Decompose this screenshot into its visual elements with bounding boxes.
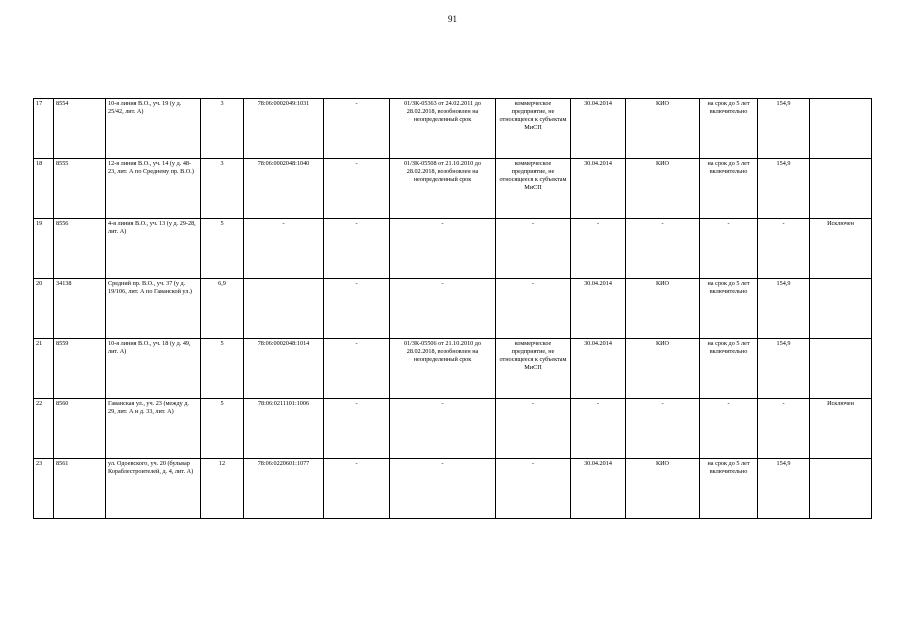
cell-term: на срок до 5 лет включительно [700, 99, 758, 159]
cell-organization: КИО [626, 99, 700, 159]
cell-code: 154,9 [758, 339, 810, 399]
table-row [34, 339, 872, 399]
cell-contract-info: - [390, 399, 496, 459]
cell-area: 5 [201, 219, 244, 279]
cell-row-number: 22 [34, 399, 54, 459]
cell-area: 3 [201, 99, 244, 159]
cell-date: 30.04.2014 [571, 459, 626, 519]
cell-term: на срок до 5 лет включительно [700, 339, 758, 399]
cell-object-id: 8560 [54, 399, 106, 459]
cell-tenant-status: коммерческое предприятие, не относящееся к субъектам МиСП [496, 159, 571, 219]
cell-cadastral-number: - [244, 219, 324, 279]
cell-column-5: - [324, 159, 390, 219]
cell-date: 30.04.2014 [571, 279, 626, 339]
cell-date: - [571, 399, 626, 459]
cell-object-id: 8556 [54, 219, 106, 279]
cell-object-id: 8555 [54, 159, 106, 219]
cell-code: 154,9 [758, 99, 810, 159]
cell-note: Исключен [810, 399, 872, 459]
cell-row-number: 20 [34, 279, 54, 339]
cell-area: 6,9 [201, 279, 244, 339]
cell-tenant-status: - [496, 399, 571, 459]
registry-table [33, 98, 872, 519]
cell-row-number: 21 [34, 339, 54, 399]
cell-code: - [758, 219, 810, 279]
cell-contract-info: 01/ЗК-05363 от 24.02.2011 до 28.02.2018, возобновлен на неопределенный срок [390, 99, 496, 159]
table-row [34, 219, 872, 279]
cell-contract-info: - [390, 279, 496, 339]
cell-address: Гаванская ул., уч. 23 (между д. 29, лит. А и д. 33, лит. А) [106, 399, 201, 459]
cell-term: на срок до 5 лет включительно [700, 159, 758, 219]
cell-cadastral-number: 78:06:0002048:1014 [244, 339, 324, 399]
cell-term: - [700, 219, 758, 279]
cell-tenant-status: коммерческое предприятие, не относящееся к субъектам МиСП [496, 339, 571, 399]
cell-contract-info: 01/ЗК-05506 от 21.10.2010 до 28.02.2018, возобновлен на неопределенный срок [390, 339, 496, 399]
cell-address: ул. Одоевского, уч. 20 (бульвар Кораблестроителей, д. 4, лит. А) [106, 459, 201, 519]
cell-column-5: - [324, 279, 390, 339]
cell-date: - [571, 219, 626, 279]
cell-date: 30.04.2014 [571, 159, 626, 219]
cell-note [810, 339, 872, 399]
cell-area: 3 [201, 159, 244, 219]
cell-organization: КИО [626, 159, 700, 219]
cell-object-id: 8561 [54, 459, 106, 519]
cell-column-5: - [324, 459, 390, 519]
cell-address: 4-я линия В.О., уч. 13 (у д. 29-28, лит. А) [106, 219, 201, 279]
cell-cadastral-number: 78:06:0002048:1040 [244, 159, 324, 219]
cell-organization: КИО [626, 279, 700, 339]
cell-tenant-status: коммерческое предприятие, не относящееся к субъектам МиСП [496, 99, 571, 159]
cell-code: 154,9 [758, 459, 810, 519]
cell-address: Средний пр. В.О., уч. 37 (у д. 19/106, лит. А по Гаванской ул.) [106, 279, 201, 339]
cell-row-number: 19 [34, 219, 54, 279]
cell-column-5: - [324, 399, 390, 459]
cell-code: 154,9 [758, 279, 810, 339]
cell-column-5: - [324, 99, 390, 159]
cell-column-5: - [324, 339, 390, 399]
page-number: 91 [448, 14, 457, 24]
cell-contract-info: - [390, 459, 496, 519]
table-row [34, 399, 872, 459]
cell-note [810, 99, 872, 159]
cell-cadastral-number: 78:06:0211101:1006 [244, 399, 324, 459]
cell-tenant-status: - [496, 279, 571, 339]
cell-contract-info: 01/ЗК-05508 от 21.10.2010 до 28.02.2018, возобновлен на неопределенный срок [390, 159, 496, 219]
table-row [34, 159, 872, 219]
cell-code: - [758, 399, 810, 459]
cell-area: 5 [201, 399, 244, 459]
cell-area: 12 [201, 459, 244, 519]
cell-cadastral-number: 78:06:0220601:1077 [244, 459, 324, 519]
cell-note [810, 279, 872, 339]
cell-organization: - [626, 219, 700, 279]
cell-organization: КИО [626, 339, 700, 399]
cell-tenant-status: - [496, 219, 571, 279]
cell-object-id: 8554 [54, 99, 106, 159]
cell-cadastral-number [244, 279, 324, 339]
cell-address: 12-я линия В.О., уч. 14 (у д. 48-23, лит. А по Среднему пр. В.О.) [106, 159, 201, 219]
cell-organization: КИО [626, 459, 700, 519]
cell-term: на срок до 5 лет включительно [700, 459, 758, 519]
cell-row-number: 18 [34, 159, 54, 219]
cell-contract-info: - [390, 219, 496, 279]
cell-organization: - [626, 399, 700, 459]
cell-area: 5 [201, 339, 244, 399]
cell-tenant-status: - [496, 459, 571, 519]
cell-note [810, 459, 872, 519]
table-row [34, 99, 872, 159]
cell-term: на срок до 5 лет включительно [700, 279, 758, 339]
cell-row-number: 17 [34, 99, 54, 159]
table-row [34, 459, 872, 519]
cell-code: 154,9 [758, 159, 810, 219]
cell-note [810, 159, 872, 219]
cell-cadastral-number: 78:06:0002049:1031 [244, 99, 324, 159]
cell-column-5: - [324, 219, 390, 279]
cell-object-id: 34138 [54, 279, 106, 339]
cell-object-id: 8559 [54, 339, 106, 399]
cell-address: 10-я линия В.О., уч. 18 (у д. 49, лит. А) [106, 339, 201, 399]
cell-date: 30.04.2014 [571, 339, 626, 399]
cell-term: - [700, 399, 758, 459]
cell-row-number: 23 [34, 459, 54, 519]
cell-address: 10-я линия В.О., уч. 19 (у д. 25/42, лит. А) [106, 99, 201, 159]
cell-note: Исключен [810, 219, 872, 279]
cell-date: 30.04.2014 [571, 99, 626, 159]
table-row [34, 279, 872, 339]
